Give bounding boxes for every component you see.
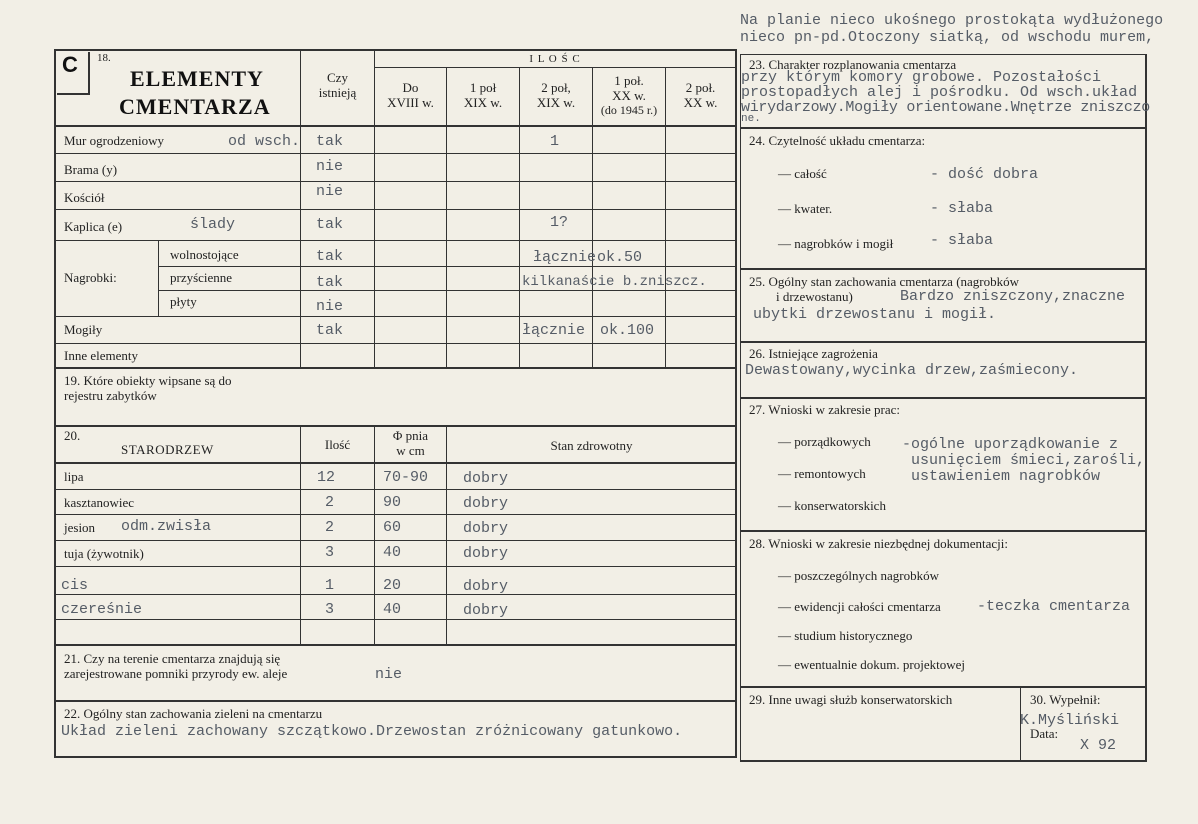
tree-health: dobry xyxy=(463,602,509,619)
tree-name: lipa xyxy=(64,469,84,484)
section-23-answer-line3: wirydarzowy.Mogiły orientowane.Wnętrze zniszczo xyxy=(741,99,1150,116)
doc-cemetery-record: — ewidencji całości cmentarza xyxy=(778,599,941,614)
works-renovation: — remontowych xyxy=(778,466,866,481)
readability-overall: — całość xyxy=(778,166,827,181)
doc-gravestones: — poszczególnych nagrobków xyxy=(778,568,940,583)
readability-graves-value: - słaba xyxy=(930,232,994,249)
tree-diam: 40 xyxy=(383,544,402,561)
col-count-header: Ilość xyxy=(324,437,351,452)
period-header-1-xix: 1 poł XIX w. xyxy=(463,80,503,110)
nagrobki-sub-plyty: płyty xyxy=(170,294,197,309)
nagrobki-sub-przyscienne: przyścienne xyxy=(170,270,233,285)
section-28-title: 28. Wnioski w zakresie niezbędnej dokumentacji: xyxy=(749,536,1008,551)
nagrobki-q3-przyscienne: kilkanaście b.zniszcz. xyxy=(522,274,707,290)
tree-health: dobry xyxy=(463,545,509,562)
tree-name: czereśnie xyxy=(61,601,143,618)
section-23-answer-line2: prostopadłych alej i pośrodku. Od wsch.układ xyxy=(741,84,1138,101)
section-23-title: 23. Charakter rozplanowania cmentarza xyxy=(749,57,957,72)
nagrobki-q3-wolnostojace: łącznie xyxy=(533,249,597,266)
period-header-1-xx: 1 poł. XX w. (do 1945 r.) xyxy=(600,73,658,117)
row-exists-mogily: tak xyxy=(316,322,344,339)
tree-count: 2 xyxy=(324,519,334,536)
tree-diam: 20 xyxy=(383,577,402,594)
section-23-answer-line4: ne. xyxy=(741,113,761,125)
row-q4-mogily: ok.100 xyxy=(600,322,655,339)
period-header-xviii: Do XVIII w. xyxy=(387,80,434,110)
section-19: 19. Które obiekty wipsane są do rejestru zabytków xyxy=(64,373,232,403)
row-label-kosciol: Kościół xyxy=(64,190,105,205)
section-title-line2: CMENTARZA xyxy=(119,94,271,119)
readability-quarters-value: - słaba xyxy=(930,200,994,217)
col-exists-header: Czy istnieją xyxy=(318,70,357,100)
nagrobki-label: Nagrobki: xyxy=(64,270,117,285)
tree-diam: 90 xyxy=(383,494,402,511)
tree-health: dobry xyxy=(463,495,509,512)
nagrobki-exists-plyty: nie xyxy=(316,298,344,315)
readability-quarters: — kwater. xyxy=(778,201,833,216)
section-21-answer: nie xyxy=(375,666,403,683)
tree-count: 3 xyxy=(324,544,334,561)
tree-count: 2 xyxy=(324,494,334,511)
section-26-answer: Dewastowany,wycinka drzew,zaśmiecony. xyxy=(745,362,1079,379)
section-26-title: 26. Istniejące zagrożenia xyxy=(749,346,878,361)
row-exists-mur: tak xyxy=(316,133,344,150)
section-25-answer-line2: ubytki drzewostanu i mogił. xyxy=(753,306,997,323)
tree-diam: 70-90 xyxy=(383,469,429,486)
nagrobki-sub-wolnostojace: wolnostojące xyxy=(170,247,239,262)
col-diam-header: Φ pnia w cm xyxy=(392,428,429,458)
row-exists-kosciol: nie xyxy=(316,183,344,200)
tree-name: cis xyxy=(61,577,89,594)
date-value: X 92 xyxy=(1080,737,1117,754)
period-header-2-xix: 2 poł, XIX w. xyxy=(536,80,576,110)
section-22: 22. Ogólny stan zachowania zieleni na cmentarzu xyxy=(64,706,323,721)
tree-health: dobry xyxy=(463,578,509,595)
row-note-mur: od wsch. xyxy=(228,133,301,150)
section-25-title-line2: i drzewostanu) xyxy=(776,289,853,304)
section-25-answer-line1: Bardzo zniszczony,znaczne xyxy=(900,288,1126,305)
section-24-title: 24. Czytelność układu cmentarza: xyxy=(749,133,926,148)
row-label-mogily: Mogiły xyxy=(64,322,103,337)
row-note-kaplica: ślady xyxy=(190,216,236,233)
tree-count: 1 xyxy=(324,577,334,594)
readability-overall-value: - dość dobra xyxy=(930,166,1039,183)
tree-health: dobry xyxy=(463,520,509,537)
row-label-brama: Brama (y) xyxy=(64,162,118,177)
section-22-answer: Układ zieleni zachowany szczątkowo.Drzewostan zróżnicowany gatunkowo. xyxy=(61,723,683,740)
section-23-answer-line1: przy którym komory grobowe. Pozostałości xyxy=(741,69,1102,86)
section-20-number: 20. xyxy=(64,428,81,443)
date-label: Data: xyxy=(1030,726,1059,741)
section-27-answer-line1: -ogólne uporządkowanie z xyxy=(902,436,1119,453)
row-exists-kaplica: tak xyxy=(316,216,344,233)
row-q3-mur: 1 xyxy=(550,133,560,150)
section-title-line1: ELEMENTY xyxy=(130,66,264,91)
row-label-inne: Inne elementy xyxy=(64,348,138,363)
header-note-line2: nieco pn-pd.Otoczony siatką, od wschodu murem, xyxy=(740,29,1155,46)
row-q3-mogily: łącznie xyxy=(522,322,586,339)
nagrobki-exists-wolnostojace: tak xyxy=(316,248,344,265)
filled-by-name: K.Myśliński xyxy=(1020,712,1120,729)
nagrobki-q4-wolnostojace: ok.50 xyxy=(597,249,643,266)
works-cleanup: — porządkowych xyxy=(778,434,871,449)
section-27-answer-line3: ustawieniem nagrobków xyxy=(911,468,1101,485)
tree-count: 12 xyxy=(316,469,335,486)
doc-project: — ewentualnie dokum. projektowej xyxy=(778,657,966,672)
tree-diam: 40 xyxy=(383,601,402,618)
tree-diam: 60 xyxy=(383,519,402,536)
doc-historical-study: — studium historycznego xyxy=(778,628,913,643)
row-label-kaplica: Kaplica (e) xyxy=(64,219,123,234)
readability-graves: — nagrobków i mogił xyxy=(778,236,894,251)
tree-name: kasztanowiec xyxy=(64,495,135,510)
nagrobki-exists-przyscienne: tak xyxy=(316,274,344,291)
tree-name: jesion xyxy=(64,520,96,535)
tree-name: tuja (żywotnik) xyxy=(64,546,144,561)
row-exists-brama: nie xyxy=(316,158,344,175)
period-header-2-xx: 2 poł. XX w. xyxy=(683,80,718,110)
col-health-header: Stan zdrowotny xyxy=(550,438,633,453)
section-30-title: 30. Wypełnił: xyxy=(1030,692,1101,707)
section-27-title: 27. Wnioski w zakresie prac: xyxy=(749,402,901,417)
section-21: 21. Czy na terenie cmentarza znajdują się zarejestrowane pomniki przyrody ew. aleje xyxy=(64,651,288,681)
header-note-line1: Na planie nieco ukośnego prostokąta wydłużonego xyxy=(740,12,1164,29)
section-18-number: 18. xyxy=(97,52,111,64)
card-letter: C xyxy=(62,52,78,77)
section-28-answer: -teczka cmentarza xyxy=(977,598,1131,615)
row-label-mur: Mur ogrodzeniowy xyxy=(64,133,165,148)
works-conservation: — konserwatorskich xyxy=(778,498,886,513)
ilosc-header: I L O Ś C xyxy=(529,53,581,65)
section-25-title-line1: 25. Ogólny stan zachowania cmentarza (nagrobków xyxy=(749,274,1020,289)
row-q3-kaplica: 1? xyxy=(550,214,569,231)
tree-note: odm.zwisła xyxy=(121,518,212,535)
starodrzew-title: STARODRZEW xyxy=(121,442,214,457)
tree-health: dobry xyxy=(463,470,509,487)
section-27-answer-line2: usunięciem śmieci,zarośli, xyxy=(911,452,1146,469)
tree-count: 3 xyxy=(324,601,334,618)
section-29-title: 29. Inne uwagi służb konserwatorskich xyxy=(749,692,953,707)
